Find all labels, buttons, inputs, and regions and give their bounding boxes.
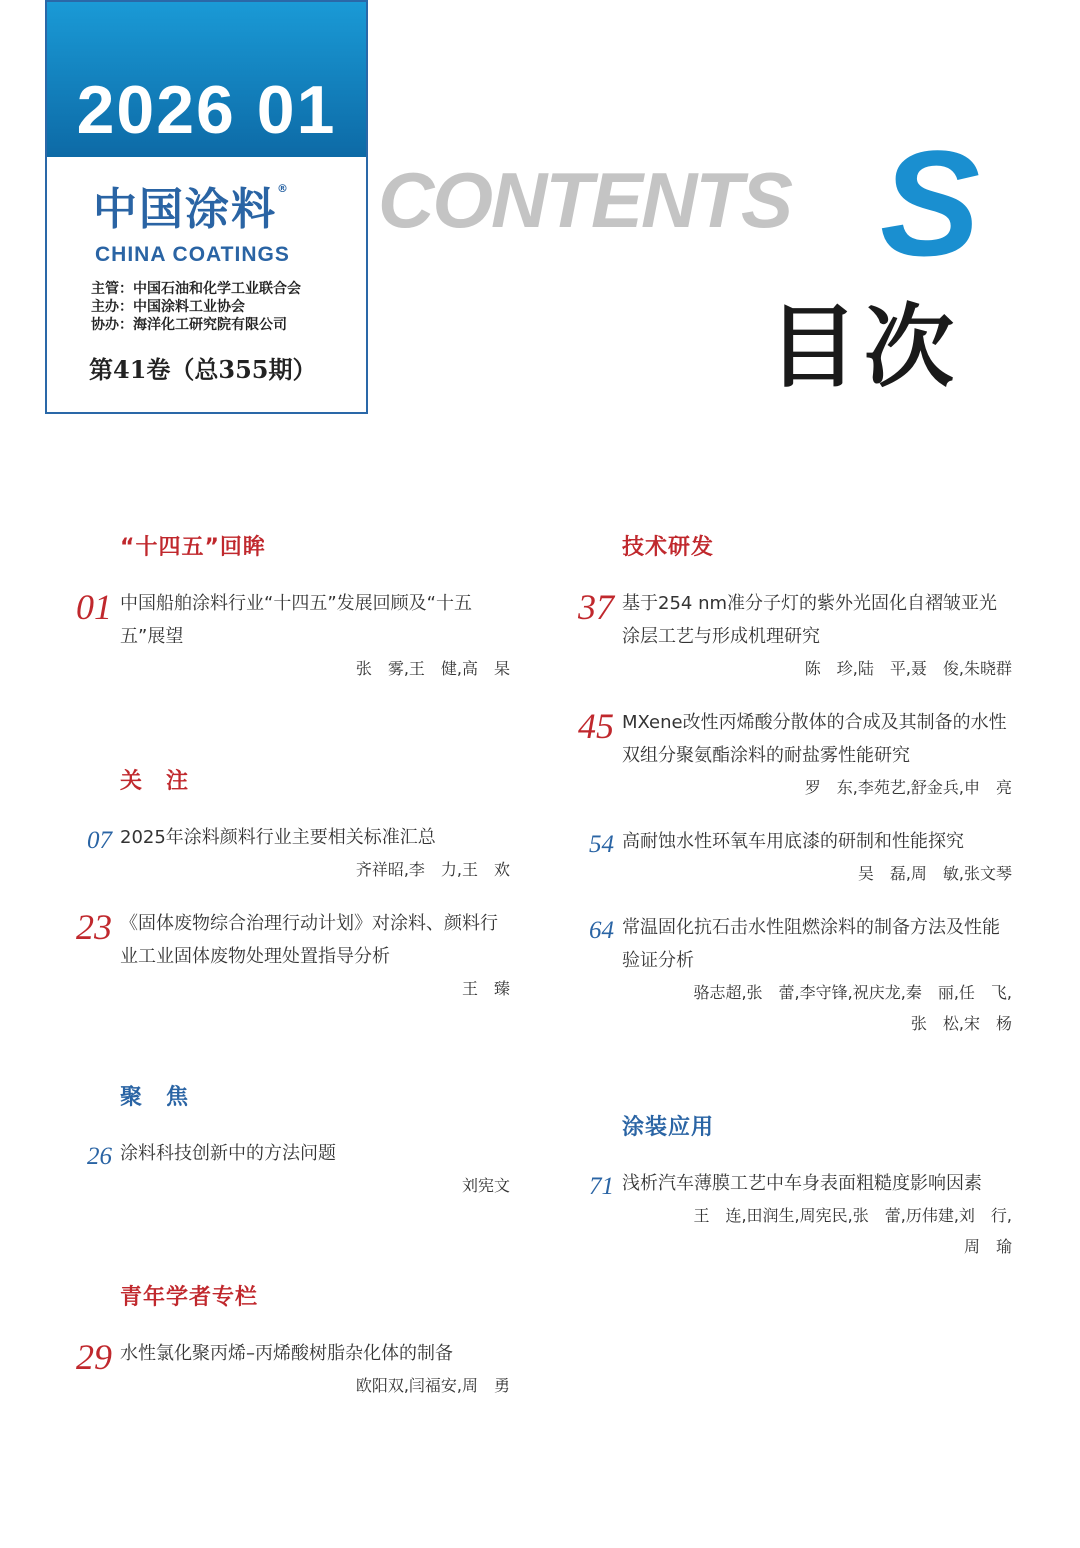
article-authors: 陈 珍,陆 平,聂 俊,朱晓群 [804, 659, 1012, 678]
journal-name-en: CHINA COATINGS [95, 243, 290, 266]
entry-body [622, 587, 1012, 684]
article-authors: 欧阳双,闫福安,周 勇 [355, 1376, 510, 1395]
entry-body [622, 1167, 1012, 1262]
toc-entry[interactable] [562, 825, 1012, 889]
page-number: 23 [76, 907, 112, 947]
journal-name-cn: 中国涂料 [93, 184, 277, 235]
entry-body [120, 1137, 510, 1201]
volume-info: 第41卷（总355期） [89, 355, 317, 384]
page-number: 26 [87, 1143, 112, 1170]
toc-section [562, 1113, 1012, 1284]
article-authors: 王 臻 [461, 979, 510, 998]
org-supervisor: 主管：中国石油和化学工业联合会 [91, 281, 301, 297]
page-number: 37 [578, 587, 614, 627]
article-title[interactable]: 涂料科技创新中的方法问题 [120, 1143, 336, 1164]
page-number: 54 [589, 831, 614, 858]
article-title[interactable]: MXene改性丙烯酸分散体的合成及其制备的水性双组分聚氨酯涂料的耐盐雾性能研究 [622, 712, 1007, 766]
section-heading: 青年学者专栏 [120, 1285, 259, 1310]
toc-entry[interactable] [60, 587, 510, 684]
toc-section [60, 1083, 510, 1223]
section-heading: 技术研发 [622, 535, 715, 560]
article-authors: 刘宪文 [461, 1176, 510, 1195]
toc-entry[interactable] [562, 911, 1012, 1039]
article-authors: 罗 东,李苑艺,舒金兵,申 亮 [804, 778, 1012, 797]
toc-entry[interactable] [562, 706, 1012, 803]
entry-body [120, 587, 510, 684]
article-authors: 周 瑜 [963, 1237, 1012, 1256]
toc-entry[interactable] [562, 1167, 1012, 1262]
article-title[interactable]: 水性氯化聚丙烯–丙烯酸树脂杂化体的制备 [120, 1343, 453, 1364]
section-heading: 关 注 [120, 769, 190, 794]
page-number: 71 [589, 1173, 614, 1200]
contents-s-brush: S [880, 119, 981, 287]
article-title[interactable]: 常温固化抗石击水性阻燃涂料的制备方法及性能验证分析 [622, 917, 1000, 971]
toc-section [562, 533, 1012, 1061]
section-heading: “十四五”回眸 [120, 535, 266, 560]
entry-body [622, 825, 1012, 889]
toc-entry[interactable] [562, 587, 1012, 684]
toc-section [60, 533, 510, 706]
article-title[interactable]: 高耐蚀水性环氧车用底漆的研制和性能探究 [622, 831, 964, 852]
entry-body [120, 907, 510, 1004]
contents-watermark: CONTENTS [378, 156, 791, 244]
toc-section [60, 767, 510, 1026]
article-title[interactable]: 《固体废物综合治理行动计划》对涂料、颜料行业工业固体废物处理处置指导分析 [120, 913, 498, 967]
toc-title: 目次 [768, 295, 960, 400]
article-authors: 张 松,宋 杨 [910, 1014, 1012, 1033]
article-authors: 张 雾,王 健,高 杲 [355, 659, 510, 678]
toc-entry[interactable] [60, 821, 510, 885]
registered-mark: ® [277, 182, 290, 195]
org-cosponsor: 协办：海洋化工研究院有限公司 [91, 317, 287, 333]
article-title[interactable]: 2025年涂料颜料行业主要相关标准汇总 [120, 827, 436, 848]
org-sponsor: 主办：中国涂料工业协会 [91, 299, 245, 315]
journal-logo [93, 182, 290, 238]
entry-body [622, 911, 1012, 1039]
toc-entry[interactable] [60, 907, 510, 1004]
article-authors: 骆志超,张 蕾,李守锋,祝庆龙,秦 丽,任 飞, [693, 983, 1012, 1002]
article-title[interactable]: 浅析汽车薄膜工艺中车身表面粗糙度影响因素 [622, 1173, 982, 1194]
page-number: 45 [578, 706, 614, 746]
page-number: 07 [87, 827, 112, 854]
section-heading: 涂装应用 [622, 1115, 715, 1140]
page-number: 29 [76, 1337, 112, 1377]
section-heading: 聚 焦 [120, 1085, 190, 1110]
article-title[interactable]: 基于254 nm准分子灯的紫外光固化自褶皱亚光涂层工艺与形成机理研究 [622, 593, 998, 647]
toc-section [60, 1283, 510, 1423]
page-number: 01 [76, 587, 112, 627]
journal-cover-block [45, 0, 368, 414]
page-number: 64 [589, 917, 614, 944]
entry-body [622, 706, 1012, 803]
entry-body [120, 1337, 510, 1401]
article-authors: 齐祥昭,李 力,王 欢 [355, 860, 510, 879]
issue-number: 2026 01 [47, 2, 366, 157]
entry-body [120, 821, 510, 885]
article-authors: 吴 磊,周 敏,张文琴 [857, 864, 1012, 883]
article-authors: 王 连,田润生,周宪民,张 蕾,历伟建,刘 行, [693, 1206, 1012, 1225]
toc-entry[interactable] [60, 1337, 510, 1401]
toc-entry[interactable] [60, 1137, 510, 1201]
article-title[interactable]: 中国船舶涂料行业“十四五”发展回顾及“十五五”展望 [120, 593, 472, 647]
